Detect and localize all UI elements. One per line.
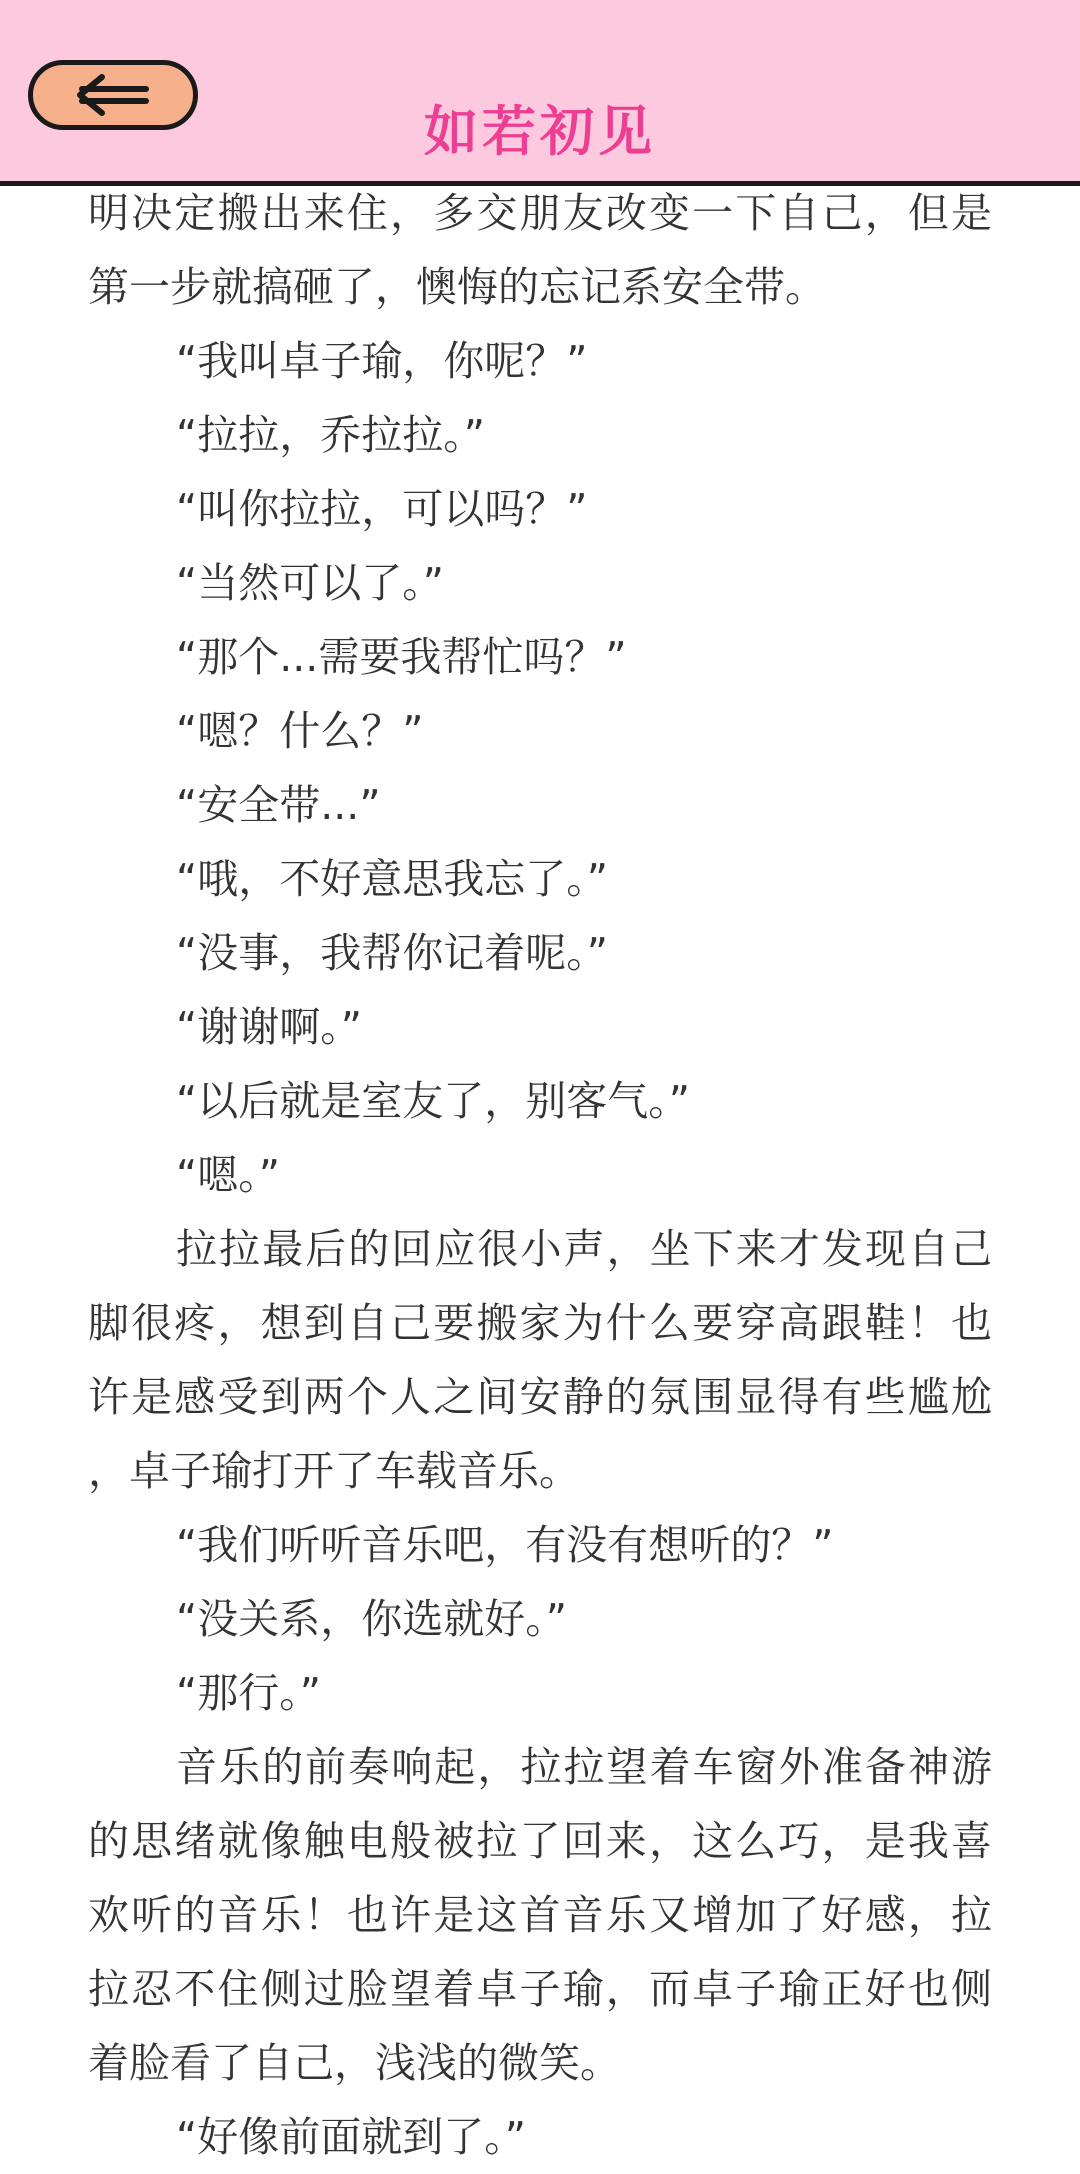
top-bar — [0, 0, 1080, 186]
reading-content — [88, 176, 992, 2174]
text-line: 着脸看了自己，浅浅的微笑。 — [88, 2039, 621, 2087]
dialogue-line: “嗯。” — [176, 1151, 280, 1199]
text-line: 音乐的前奏响起，拉拉望着车窗外准备神游 — [176, 1743, 992, 1791]
text-line: 脚很疼，想到自己要搬家为什么要穿高跟鞋！也 — [88, 1299, 992, 1347]
text-line: 拉忍不住侧过脸望着卓子瑜，而卓子瑜正好也侧 — [88, 1965, 992, 2013]
text-line: 明决定搬出来住，多交朋友改变一下自己，但是 — [88, 189, 992, 237]
text-line: 欢听的音乐！也许是这首音乐又增加了好感，拉 — [88, 1891, 992, 1939]
text-line: 拉拉最后的回应很小声，坐下来才发现自己 — [176, 1225, 992, 1273]
dialogue-line: “以后就是室友了，别客气。” — [176, 1077, 690, 1125]
dialogue-line: “那行。” — [176, 1669, 321, 1717]
dialogue-line: “谢谢啊。” — [176, 1003, 362, 1051]
page-title: 如若初见 — [424, 100, 656, 163]
text-line: 的思绪就像触电般被拉了回来，这么巧，是我喜 — [88, 1817, 992, 1865]
dialogue-line: “当然可以了。” — [176, 559, 444, 607]
text-line: 第一步就搞砸了，懊悔的忘记系安全带。 — [88, 263, 826, 311]
dialogue-line: “我们听听音乐吧，有没有想听的？” — [176, 1521, 834, 1569]
dialogue-line: “没关系，你选就好。” — [176, 1595, 567, 1643]
text-line: 许是感受到两个人之间安静的氛围显得有些尴尬 — [88, 1373, 992, 1421]
dialogue-line: “嗯？什么？” — [176, 707, 424, 755]
dialogue-line: “没事，我帮你记着呢。” — [176, 929, 608, 977]
text-line: ，卓子瑜打开了车载音乐。 — [88, 1447, 580, 1495]
dialogue-line: “好像前面就到了。” — [176, 2113, 526, 2161]
dialogue-line: “哦，不好意思我忘了。” — [176, 855, 608, 903]
dialogue-line: “我叫卓子瑜，你呢？” — [176, 337, 588, 385]
dialogue-line: “叫你拉拉，可以吗？” — [176, 485, 588, 533]
dialogue-line: “拉拉，乔拉拉。” — [176, 411, 485, 459]
dialogue-line: “那个...需要我帮忙吗？” — [176, 633, 627, 681]
dialogue-line: “安全带...” — [176, 781, 381, 829]
